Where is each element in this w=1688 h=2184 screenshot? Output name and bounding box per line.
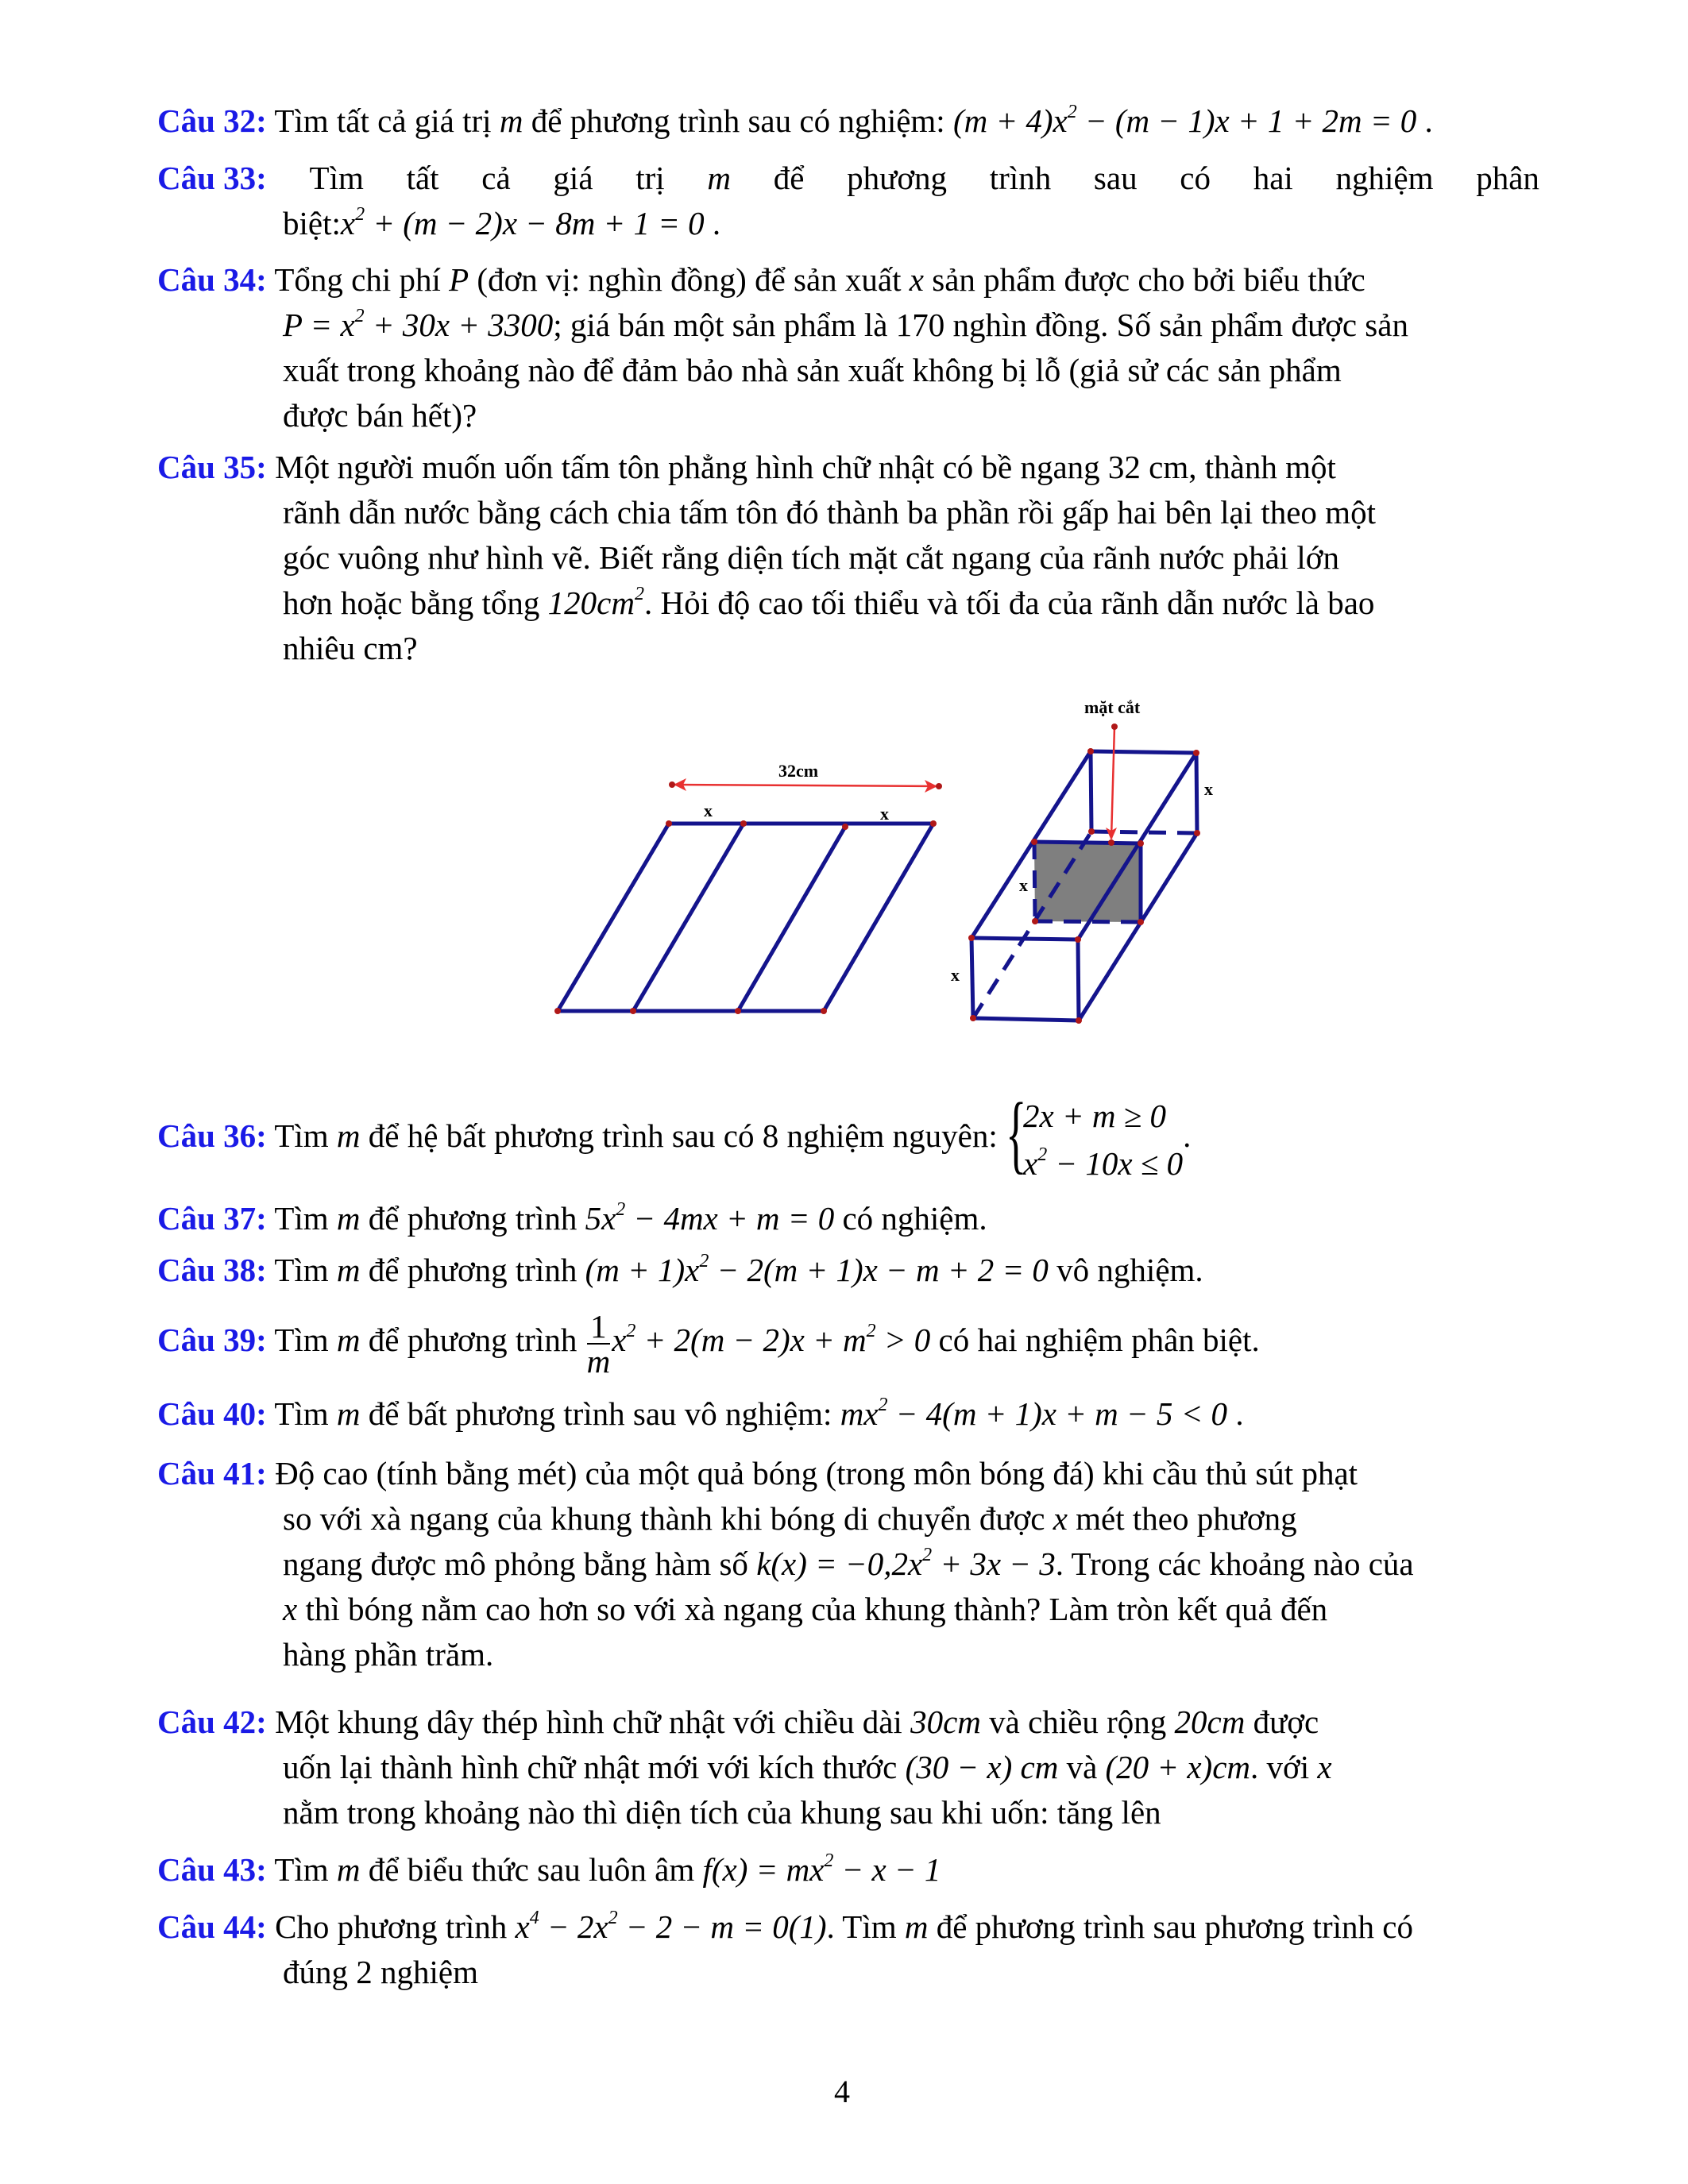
question-text: có nghiệm.: [834, 1200, 987, 1237]
side-label-x: x: [1204, 779, 1213, 799]
question-text: để phương trình sau có nghiệm:: [523, 102, 953, 139]
question-text: xuất trong khoảng nào để đảm bảo nhà sản xuất không bị lỗ (giả sử các sản phẩm: [283, 352, 1342, 388]
question-text: góc vuông như hình vẽ. Biết rằng diện tích mặt cắt ngang của rãnh nước phải lớn: [283, 539, 1339, 576]
question-text: sản phẩm được cho bởi biểu thức: [923, 261, 1365, 298]
question-text: để phương trình: [360, 1200, 585, 1237]
hidden-edge: [1034, 842, 1035, 921]
question-text: hàng phần trăm.: [283, 1636, 494, 1673]
point: [1108, 839, 1114, 846]
folded-gutter: [951, 697, 1213, 1024]
question-33-line-1: [157, 156, 1539, 201]
width-value: 20cm: [1174, 1704, 1246, 1740]
question-label: Câu 42:: [157, 1704, 267, 1740]
question-text: để phương trình sau phương trình có: [928, 1908, 1413, 1945]
section-label: mặt cắt: [1084, 697, 1141, 717]
point: [1075, 936, 1081, 943]
variable: m: [336, 1200, 361, 1237]
point: [630, 1008, 636, 1014]
equation: $5x^2 - 4mx + m = 0$: [585, 1199, 835, 1237]
side-label-x: x: [880, 804, 889, 824]
point: [1032, 918, 1038, 924]
hidden-edge: [973, 832, 1091, 1018]
question-text: Một khung dây thép hình chữ nhật với chiều dài: [266, 1704, 911, 1740]
point: [842, 824, 848, 830]
question-text: nằm trong khoảng nào thì diện tích của khung sau khi uốn: tăng lên: [283, 1794, 1161, 1831]
question-text: Tìm: [266, 1322, 337, 1358]
inequality: $mx^2 - 4(m + 1)x + m - 5 < 0$: [840, 1395, 1228, 1432]
question-34: [157, 257, 1539, 438]
question-text: đúng 2 nghiệm: [283, 1954, 478, 1990]
dimension-expression: (20 + x)cm: [1105, 1749, 1251, 1785]
word: phương: [847, 160, 948, 196]
question-text: để phương trình: [360, 1252, 585, 1288]
question-text: . Hỏi độ cao tối thiểu và tối đa của rãnh dẫn nước là bao: [643, 585, 1375, 621]
question-text: Tìm: [266, 1395, 337, 1432]
equation: $P = x^2 + 30x + 3300$: [283, 306, 554, 343]
edge: [1078, 940, 1079, 1021]
side-label-x: x: [951, 965, 960, 985]
word: giá: [553, 160, 593, 196]
point: [1193, 750, 1199, 756]
punctuation: .: [704, 205, 721, 241]
question-text: hơn hoặc bằng tổng: [283, 585, 548, 621]
variable: m: [336, 1851, 361, 1888]
point: [1031, 839, 1037, 845]
area-value: $120cm^2$: [547, 584, 644, 621]
width-label: 32cm: [778, 761, 819, 781]
question-text: ; giá bán một sản phẩm là 170 nghìn đồng. Số sản phẩm được sản: [553, 307, 1408, 343]
variable: m: [336, 1252, 361, 1288]
cross-section: [1034, 842, 1141, 922]
function-formula: $f(x) = mx^2 - x - 1$: [702, 1850, 941, 1888]
question-label: Câu 36:: [157, 1117, 267, 1154]
unit: cm: [1020, 1749, 1059, 1785]
question-37: [157, 1196, 1539, 1241]
question-43: [157, 1847, 1539, 1893]
question-label: Câu 40:: [157, 1395, 267, 1432]
question-text: Tìm: [266, 1252, 337, 1288]
question-text: Một người muốn uốn tấm tôn phẳng hình chữ nhật có bề ngang 32 cm, thành một: [266, 449, 1336, 485]
equation: $x^2 + (m - 2)x - 8m + 1 = 0$: [340, 204, 705, 241]
equation: $(m + 1)x^2 - 2(m + 1)x - m + 2 = 0$: [585, 1251, 1049, 1288]
inequality-system: [1006, 1084, 1184, 1187]
question-42: [157, 1700, 1539, 1835]
equation: $x^4 - 2x^2 - 2 - m = 0(1)$: [515, 1908, 827, 1945]
question-label: Câu 39:: [157, 1322, 267, 1358]
word: trình: [989, 160, 1052, 196]
variable: x: [909, 261, 924, 298]
question-text: Độ cao (tính bằng mét) của một quả bóng (trong môn bóng đá) khi cầu thủ sút phạt: [266, 1455, 1358, 1491]
fold-line-1: [633, 824, 744, 1011]
question-text: . với: [1250, 1749, 1318, 1785]
word: trị: [635, 160, 665, 196]
length-value: 30cm: [910, 1704, 981, 1740]
inequality: $x^2 + 2(m - 2)x + m^2 > 0$: [612, 1321, 931, 1358]
question-text: uốn lại thành hình chữ nhật mới với kích thước: [283, 1749, 906, 1785]
question-text: so với xà ngang của khung thành khi bóng di chuyển được: [283, 1500, 1053, 1537]
punctuation: .: [1227, 1395, 1244, 1432]
word: có: [1180, 160, 1211, 196]
question-text: để phương trình: [360, 1322, 585, 1358]
side-label-x: x: [704, 801, 713, 820]
word: cả: [481, 160, 511, 196]
question-text: được bán hết)?: [283, 397, 477, 434]
inequality-2: $x^2 - 10x \le 0$: [1023, 1144, 1184, 1182]
question-label: Câu 37:: [157, 1200, 267, 1237]
question-35: [157, 445, 1539, 671]
fraction-numerator: 1: [587, 1310, 611, 1345]
point: [554, 1008, 561, 1014]
variable: m: [707, 160, 731, 196]
question-text: để hệ bất phương trình sau có 8 nghiệm nguyên:: [360, 1117, 1006, 1154]
word: Tìm: [309, 160, 364, 196]
dimension-expression: (30 − x): [905, 1749, 1013, 1785]
question-text: thì bóng nằm cao hơn so với xà ngang của khung thành? Làm tròn kết quả đến: [297, 1591, 1328, 1627]
point: [1088, 828, 1095, 835]
point: [1087, 748, 1094, 754]
function-formula: $k(x) = -0,2x^2 + 3x - 3$: [756, 1545, 1056, 1582]
question-text: được: [1245, 1704, 1319, 1740]
question-40: [157, 1391, 1539, 1437]
question-38: [157, 1248, 1539, 1293]
question-text: mét theo phương: [1067, 1500, 1297, 1537]
point: [968, 935, 975, 941]
gutter-figure: [540, 683, 1255, 1040]
question-label: Câu 43:: [157, 1851, 267, 1888]
question-text: Cho phương trình: [266, 1908, 516, 1945]
flat-sheet: [558, 824, 933, 1011]
question-text: Tìm: [266, 1851, 337, 1888]
question-39: [157, 1300, 1539, 1379]
question-text: Tìm: [266, 1200, 337, 1237]
question-32: [157, 98, 1539, 144]
fold-line-2: [738, 827, 845, 1011]
punctuation: .: [1183, 1117, 1192, 1154]
word: tất: [406, 160, 439, 196]
point: [1194, 830, 1200, 836]
edge: [1196, 753, 1197, 833]
section-pointer-arrow: [1106, 723, 1118, 840]
question-41: [157, 1451, 1539, 1677]
edge: [1091, 751, 1196, 753]
question-36: [157, 1084, 1539, 1187]
variable: m: [336, 1117, 361, 1154]
question-label: Câu 34:: [157, 261, 267, 298]
question-label: Câu 35:: [157, 449, 267, 485]
word: sau: [1093, 160, 1138, 196]
page-number: 4: [834, 2074, 850, 2109]
sheet-left-edge: [558, 824, 669, 1011]
point: [735, 1008, 741, 1014]
question-text: biệt:: [283, 205, 341, 241]
question-text: để biểu thức sau luôn âm: [360, 1851, 703, 1888]
question-label: Câu 41:: [157, 1455, 267, 1491]
variable: x: [283, 1591, 298, 1627]
point: [930, 820, 937, 827]
variable: m: [336, 1395, 361, 1432]
word: nghiệm: [1335, 160, 1434, 196]
variable: m: [336, 1322, 361, 1358]
equation: $(m + 4)x^2 - (m - 1)x + 1 + 2m = 0$: [952, 102, 1417, 139]
point: [970, 1015, 976, 1021]
question-label: Câu 44:: [157, 1908, 267, 1945]
question-text: để bất phương trình sau vô nghiệm:: [360, 1395, 840, 1432]
variable: m: [904, 1908, 929, 1945]
edge: [1034, 842, 1141, 843]
variable: x: [1053, 1500, 1068, 1537]
point: [1076, 1017, 1082, 1024]
question-text: . Trong các khoảng nào của: [1055, 1545, 1414, 1582]
side-label-x: x: [1019, 875, 1028, 895]
punctuation: .: [1416, 102, 1433, 139]
edge: [973, 1018, 1079, 1021]
question-text: rãnh dẫn nước bằng cách chia tấm tôn đó thành ba phần rồi gấp hai bên lại theo một: [283, 494, 1376, 531]
question-44: [157, 1904, 1539, 1995]
word: hai: [1253, 160, 1293, 196]
question-text: Tìm: [266, 1117, 337, 1154]
question-text: . Tìm: [826, 1908, 905, 1945]
question-text: ngang được mô phỏng bằng hàm số: [283, 1545, 757, 1582]
point: [821, 1008, 827, 1014]
question-label: Câu 33:: [157, 160, 267, 196]
edge: [971, 938, 973, 1018]
variable: m: [499, 102, 523, 139]
fraction-denominator: m: [586, 1342, 611, 1379]
inequality-1: 2x + m ≥ 0: [1023, 1097, 1167, 1134]
variable: P: [449, 261, 469, 298]
question-text: (đơn vị: nghìn đồng) để sản xuất: [469, 261, 910, 298]
point: [1138, 840, 1144, 847]
question-text: và chiều rộng: [980, 1704, 1175, 1740]
word: phân: [1476, 160, 1539, 196]
question-label: Câu 38:: [157, 1252, 267, 1288]
question-text: có hai nghiệm phân biệt.: [930, 1322, 1260, 1358]
sheet-right-edge: [824, 824, 933, 1011]
point: [740, 820, 747, 827]
point: [666, 820, 672, 827]
question-text: Tổng chi phí: [266, 261, 450, 298]
left-brace-icon: {: [1006, 1084, 1027, 1182]
variable: x: [1317, 1749, 1332, 1785]
question-text: nhiêu cm?: [283, 630, 418, 666]
word: để: [773, 160, 805, 196]
point: [1138, 919, 1144, 925]
question-text: vô nghiệm.: [1048, 1252, 1203, 1288]
question-label: Câu 32:: [157, 102, 267, 139]
question-text: Tìm tất cả giá trị: [266, 102, 500, 139]
question-text: và: [1058, 1749, 1106, 1785]
question-33: [157, 156, 1539, 246]
fraction: [586, 1307, 611, 1379]
